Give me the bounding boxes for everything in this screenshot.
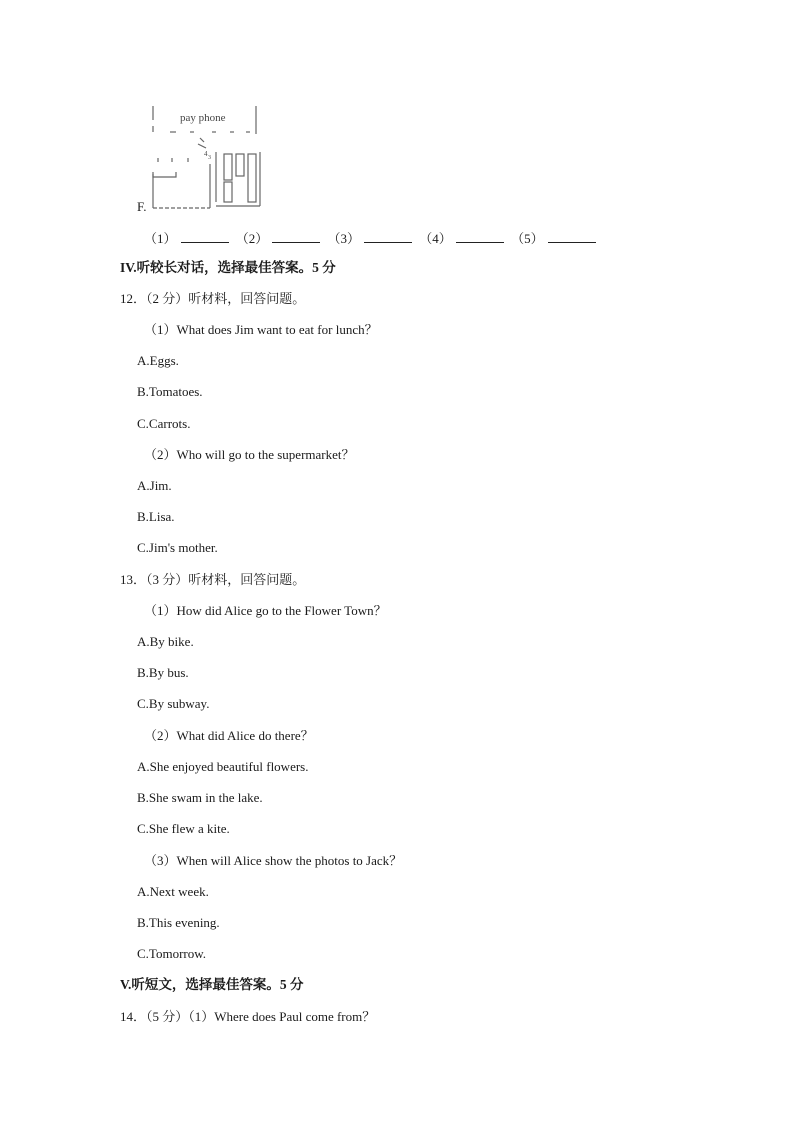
q14-stem: 14．（5 分）（1）Where does Paul come from？ bbox=[120, 1009, 376, 1024]
q12-sub1-option-a: A.Eggs. bbox=[137, 353, 179, 368]
blank-label-1: （1） bbox=[144, 231, 177, 246]
q13-sub2-option-b: B.She swam in the lake. bbox=[137, 790, 263, 805]
q13-sub1-option-c: C.By subway. bbox=[137, 696, 210, 711]
q13-sub2-option-a: A.She enjoyed beautiful flowers. bbox=[137, 759, 309, 774]
q12-sub2-option-b: B.Lisa. bbox=[137, 509, 175, 524]
q12-sub1-option-c: C.Carrots. bbox=[137, 416, 191, 431]
q13-sub1-option-b: B.By bus. bbox=[137, 665, 189, 680]
section-4-title: IV.听较长对话，选择最佳答案。5 分 bbox=[120, 260, 336, 275]
answer-blank-4[interactable] bbox=[456, 230, 504, 243]
q12-sub2-option-a: A.Jim. bbox=[137, 478, 172, 493]
q12-sub2-option-c: C.Jim's mother. bbox=[137, 540, 218, 555]
q12-sub1-question: （1）What does Jim want to eat for lunch？ bbox=[144, 322, 378, 337]
q13-stem: 13．（3 分）听材料，回答问题。 bbox=[120, 572, 306, 587]
answer-blank-1[interactable] bbox=[181, 230, 229, 243]
q13-sub3-option-a: A.Next week. bbox=[137, 884, 209, 899]
answer-blank-2[interactable] bbox=[272, 230, 320, 243]
q13-sub1-question: （1）How did Alice go to the Flower Town？ bbox=[144, 603, 387, 618]
q12-stem: 12．（2 分）听材料，回答问题。 bbox=[120, 291, 306, 306]
blank-label-2: （2） bbox=[235, 231, 269, 246]
pay-phone-map-figure bbox=[150, 102, 265, 210]
q13-sub3-option-c: C.Tomorrow. bbox=[137, 946, 207, 961]
section-5-title: V.听短文，选择最佳答案。5 分 bbox=[120, 977, 304, 992]
q13-sub2-option-c: C.She flew a kite. bbox=[137, 821, 230, 836]
blank-label-4: （4） bbox=[419, 231, 452, 246]
q13-sub1-option-a: A.By bike. bbox=[137, 634, 194, 649]
answer-blank-3[interactable] bbox=[364, 230, 412, 243]
figure-letter: F. bbox=[137, 199, 147, 214]
q12-sub2-question: （2）Who will go to the supermarket？ bbox=[144, 447, 355, 462]
svg-text:4: 4 bbox=[204, 150, 208, 158]
q13-sub3-question: （3）When will Alice show the photos to Jack？ bbox=[144, 853, 403, 868]
blank-label-3: （3） bbox=[327, 231, 361, 246]
svg-text:3: 3 bbox=[208, 155, 211, 161]
pay-phone-label: pay phone bbox=[180, 112, 226, 124]
q12-sub1-option-b: B.Tomatoes. bbox=[137, 384, 203, 399]
blank-label-5: （5） bbox=[511, 231, 544, 246]
q13-sub3-option-b: B.This evening. bbox=[137, 915, 220, 930]
answer-blanks-row bbox=[144, 230, 600, 247]
answer-blank-5[interactable] bbox=[548, 230, 596, 243]
q13-sub2-question: （2）What did Alice do there？ bbox=[144, 728, 314, 743]
